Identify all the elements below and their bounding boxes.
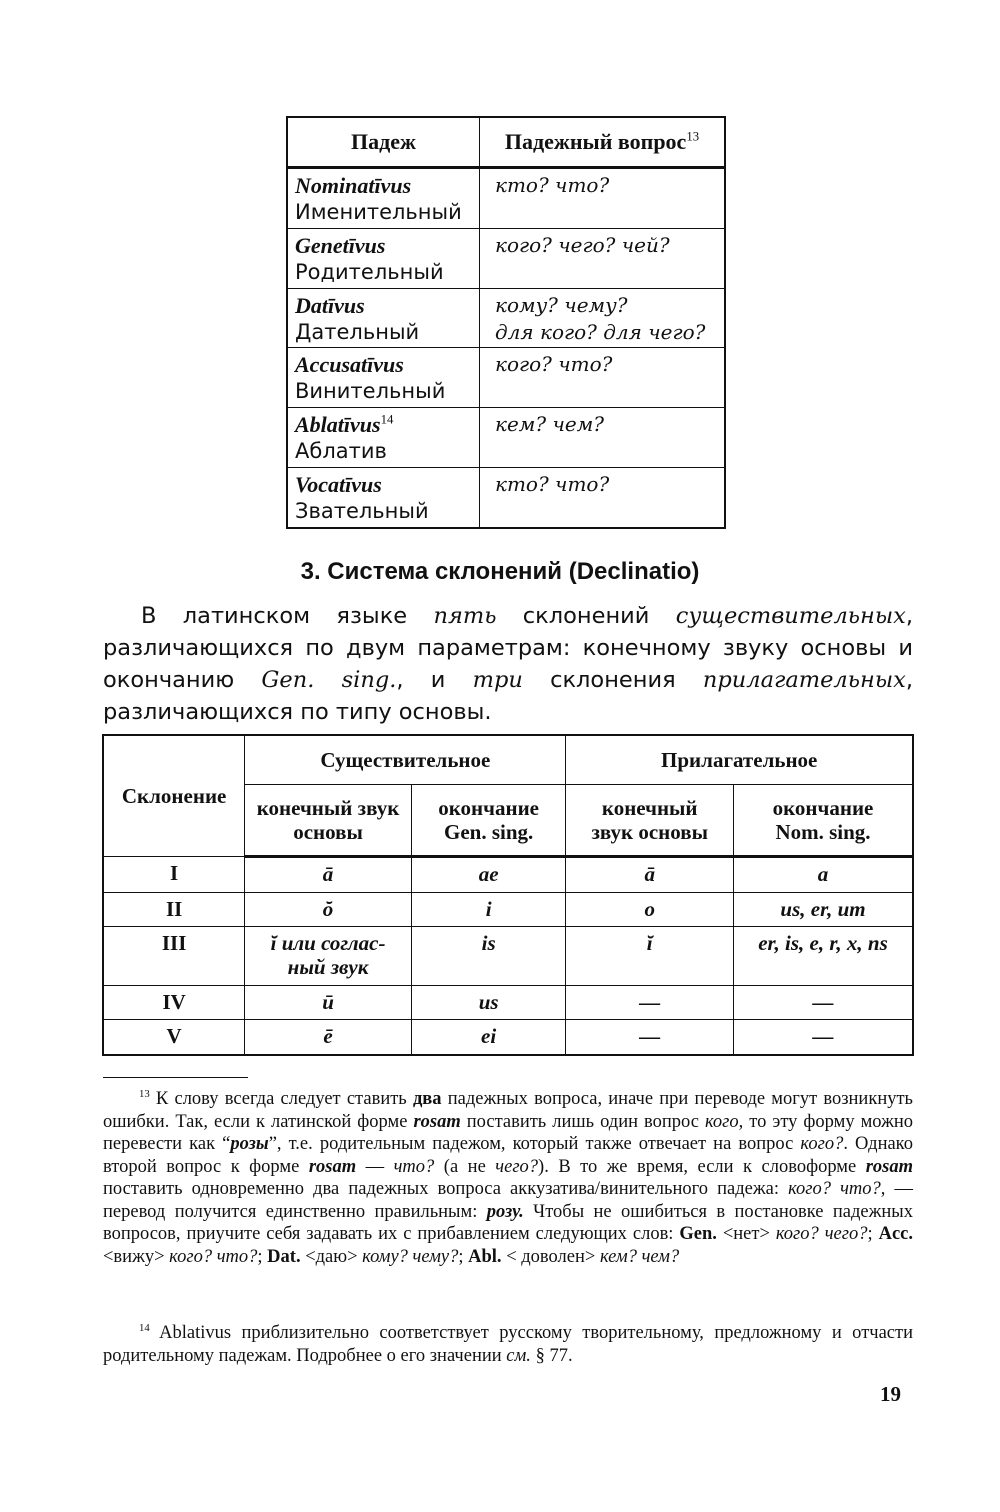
declension-row	[103, 1020, 913, 1055]
paragraph-emphasis: существительных	[675, 603, 906, 629]
paragraph-text: , и	[396, 667, 473, 693]
footnote-text: , то эту форму можно перевести как “	[103, 1111, 914, 1154]
header-line: звук основы	[591, 820, 708, 844]
noun-stem-cell	[245, 927, 412, 986]
noun-ending-cell: ei	[411, 1020, 566, 1055]
case-russian: Винительный	[295, 379, 446, 404]
case-question: кем? чем?	[495, 412, 605, 437]
footnote-text: < доволен>	[501, 1246, 600, 1267]
footnote-bold-italic: rosam	[308, 1156, 357, 1177]
footnote-italic: кого? что?	[169, 1246, 258, 1267]
case-latin: Vocatīvus	[295, 472, 382, 498]
footnote-bold: Acc.	[878, 1224, 913, 1244]
case-header-label: Падеж	[351, 129, 416, 154]
noun-ending-cell: i	[411, 892, 566, 927]
footnote-italic: кого? что?	[788, 1179, 881, 1199]
header-line: Nom. sing.	[775, 820, 871, 844]
footnote-text: поставить лишь один вопрос	[460, 1111, 705, 1132]
footnote-text: (а не	[434, 1156, 496, 1177]
noun-stem-header	[245, 785, 412, 857]
declension-number: II	[103, 892, 245, 927]
footnote-italic: кем? чем?	[599, 1246, 680, 1267]
footnote-text: § 77.	[530, 1345, 573, 1366]
case-question: кого? чего? чей?	[495, 232, 670, 257]
question-header	[480, 117, 726, 168]
footnote-ref-14: 14	[380, 412, 394, 427]
noun-stem-cell: ā	[245, 857, 412, 893]
case-question: кто? что?	[495, 173, 610, 197]
paragraph-text: склонения	[522, 667, 703, 693]
header-line: конечный	[601, 796, 698, 820]
declension-row	[103, 892, 913, 927]
case-table-header-row	[287, 117, 725, 168]
declension-header-row	[103, 735, 913, 785]
adjective-stem-cell: o	[566, 892, 734, 927]
footnote-text: . Однако второй вопрос к форме	[103, 1134, 913, 1177]
case-name-cell	[287, 408, 480, 468]
question-header-label: Падежный вопрос	[504, 129, 687, 154]
case-russian: Звательный	[295, 499, 429, 524]
footnote-bold: Abl.	[468, 1246, 502, 1267]
case-latin	[295, 411, 479, 438]
case-question-cell	[480, 468, 726, 528]
case-latin: Accusatīvus	[295, 352, 404, 378]
noun-ending-cell: us	[411, 985, 566, 1020]
footnote-text: ”, т.е. родительным падежом, который также отвечает на вопрос	[268, 1134, 801, 1154]
case-table	[286, 116, 726, 529]
footnote-ref-13: 13	[686, 129, 700, 144]
noun-ending-cell: is	[411, 927, 566, 986]
footnote-text: Чтобы не ошибиться в постановке падежных вопросов, приучите себя задавать их с прибавлением следующих слов:	[103, 1201, 913, 1244]
footnote-text: <даю>	[300, 1246, 363, 1267]
footnote-number: 14	[139, 1321, 150, 1334]
case-name-cell	[287, 468, 480, 528]
case-name-cell	[287, 168, 480, 229]
paragraph-text: В латинском языке	[141, 603, 434, 629]
case-latin: Datīvus	[295, 292, 365, 318]
paragraph-text: , различающихся по типу основы.	[103, 667, 913, 725]
footnote-text: ). В то же время, если к словоформе	[538, 1156, 866, 1177]
case-question: кто? что?	[495, 472, 610, 497]
case-row	[287, 168, 725, 229]
declension-table	[102, 734, 914, 1056]
case-row	[287, 468, 725, 528]
adjective-ending-header	[733, 785, 913, 857]
case-russian: Именительный	[295, 200, 462, 224]
header-line: конечный звук	[256, 796, 400, 820]
cell-line: ĭ или соглас-	[270, 931, 386, 956]
case-row	[287, 408, 725, 468]
footnote-divider	[103, 1077, 248, 1078]
header-line: окончание	[772, 796, 874, 820]
paragraph-emphasis: пять	[433, 603, 497, 629]
footnote-text: падежных вопроса, иначе при переводе могут возникнуть ошибки. Так, если к латинской форме	[103, 1089, 913, 1132]
section-heading: 3. Система склонений (Declinatio)	[300, 558, 700, 585]
case-russian: Дательный	[295, 319, 420, 344]
case-header	[287, 117, 480, 168]
footnote-text: ;	[458, 1246, 469, 1267]
declension-row	[103, 985, 913, 1020]
adjective-header: Прилагательное	[566, 735, 913, 785]
footnote-italic: что?	[393, 1156, 435, 1177]
noun-ending-header	[411, 785, 566, 857]
case-name-cell	[287, 288, 480, 348]
paragraph-emphasis: прилагательных	[702, 667, 906, 693]
adjective-stem-cell: ā	[566, 857, 734, 893]
footnote-italic: чего?	[495, 1156, 539, 1177]
case-russian: Аблатив	[295, 439, 387, 464]
footnote-italic: кого? чего?	[775, 1224, 868, 1244]
adjective-stem-cell: —	[566, 985, 734, 1020]
footnote-14	[103, 1322, 913, 1367]
footnote-text: —	[356, 1156, 394, 1177]
footnote-bold-italic: rosam	[865, 1156, 914, 1177]
footnote-bold-italic: розу.	[486, 1201, 524, 1222]
noun-header: Существительное	[245, 735, 566, 785]
case-question-cell	[480, 408, 726, 468]
footnote-text: , — перевод получится единственно правильным:	[103, 1179, 913, 1222]
adjective-ending-cell: us, er, um	[733, 892, 913, 927]
header-line: основы	[293, 820, 363, 844]
footnote-text: Ablativus приблизительно соответствует русскому творительному, предложному и отчасти родительному падежам. Подробнее о его значении	[103, 1323, 913, 1366]
case-row	[287, 288, 725, 348]
declension-number: III	[103, 927, 245, 986]
noun-stem-cell: ē	[245, 1020, 412, 1055]
header-line: окончание	[438, 796, 540, 820]
footnote-13	[103, 1088, 913, 1268]
case-row	[287, 348, 725, 408]
section-paragraph	[103, 600, 913, 728]
footnote-bold-italic: розы	[230, 1134, 269, 1154]
adjective-ending-cell: —	[733, 985, 913, 1020]
header-line: Gen. sing.	[443, 820, 534, 844]
adjective-ending-cell: er, is, e, r, x, ns	[733, 927, 913, 986]
footnote-bold: два	[412, 1089, 442, 1109]
declension-number: V	[103, 1020, 245, 1055]
case-question-cell	[480, 288, 726, 348]
declension-row	[103, 927, 913, 986]
footnote-text: К слову всегда следует ставить	[149, 1089, 413, 1109]
footnote-bold: Gen.	[679, 1224, 717, 1244]
case-question: кого? что?	[495, 352, 613, 377]
footnote-bold: Dat.	[267, 1246, 301, 1267]
case-latin-text: Ablatīvus	[295, 412, 381, 438]
footnote-italic: кого	[704, 1111, 739, 1132]
cell-line: ный звук	[287, 955, 369, 980]
paragraph-emphasis: три	[472, 667, 523, 693]
page-number: 19	[880, 1382, 901, 1406]
case-question: кому? чему?	[495, 292, 628, 317]
footnote-text: ;	[867, 1224, 879, 1244]
declension-header: Склонение	[103, 735, 245, 857]
noun-stem-cell: ū	[245, 985, 412, 1020]
footnote-text: ;	[257, 1246, 268, 1267]
footnote-text: <нет>	[716, 1224, 776, 1244]
declension-row	[103, 857, 913, 893]
footnote-bold-italic: rosam	[413, 1111, 461, 1132]
footnote-italic: кому? чему?	[362, 1246, 459, 1267]
case-latin: Genetīvus	[295, 232, 386, 258]
case-row	[287, 228, 725, 288]
case-question-cell	[480, 168, 726, 229]
footnote-text: поставить одновременно два падежных вопроса аккузатива/винительного падежа:	[103, 1179, 789, 1199]
paragraph-text: склонений	[496, 603, 676, 629]
paragraph-text: , различающихся по двум параметрам: конечному звуку основы и окончанию	[103, 603, 914, 693]
case-question-line-2: для кого? для чего?	[495, 319, 706, 344]
adjective-stem-cell: ĭ	[566, 927, 734, 986]
case-name-cell	[287, 228, 480, 288]
footnote-number: 13	[139, 1087, 150, 1100]
noun-stem-cell: ŏ	[245, 892, 412, 927]
footnote-italic: кого?	[800, 1134, 844, 1154]
case-question-cell	[480, 228, 726, 288]
footnote-italic: см.	[506, 1345, 531, 1366]
adjective-stem-header	[566, 785, 734, 857]
declension-number: IV	[103, 985, 245, 1020]
adjective-ending-cell: a	[733, 857, 913, 893]
case-name-cell	[287, 348, 480, 408]
case-latin: Nominatīvus	[295, 173, 412, 198]
adjective-ending-cell: —	[733, 1020, 913, 1055]
footnote-text: <вижу>	[103, 1246, 170, 1267]
paragraph-emphasis: Gen. sing.	[261, 667, 397, 693]
noun-ending-cell: ae	[411, 857, 566, 893]
adjective-stem-cell: —	[566, 1020, 734, 1055]
case-question-cell	[480, 348, 726, 408]
case-russian: Родительный	[295, 259, 444, 284]
declension-number: I	[103, 857, 245, 893]
